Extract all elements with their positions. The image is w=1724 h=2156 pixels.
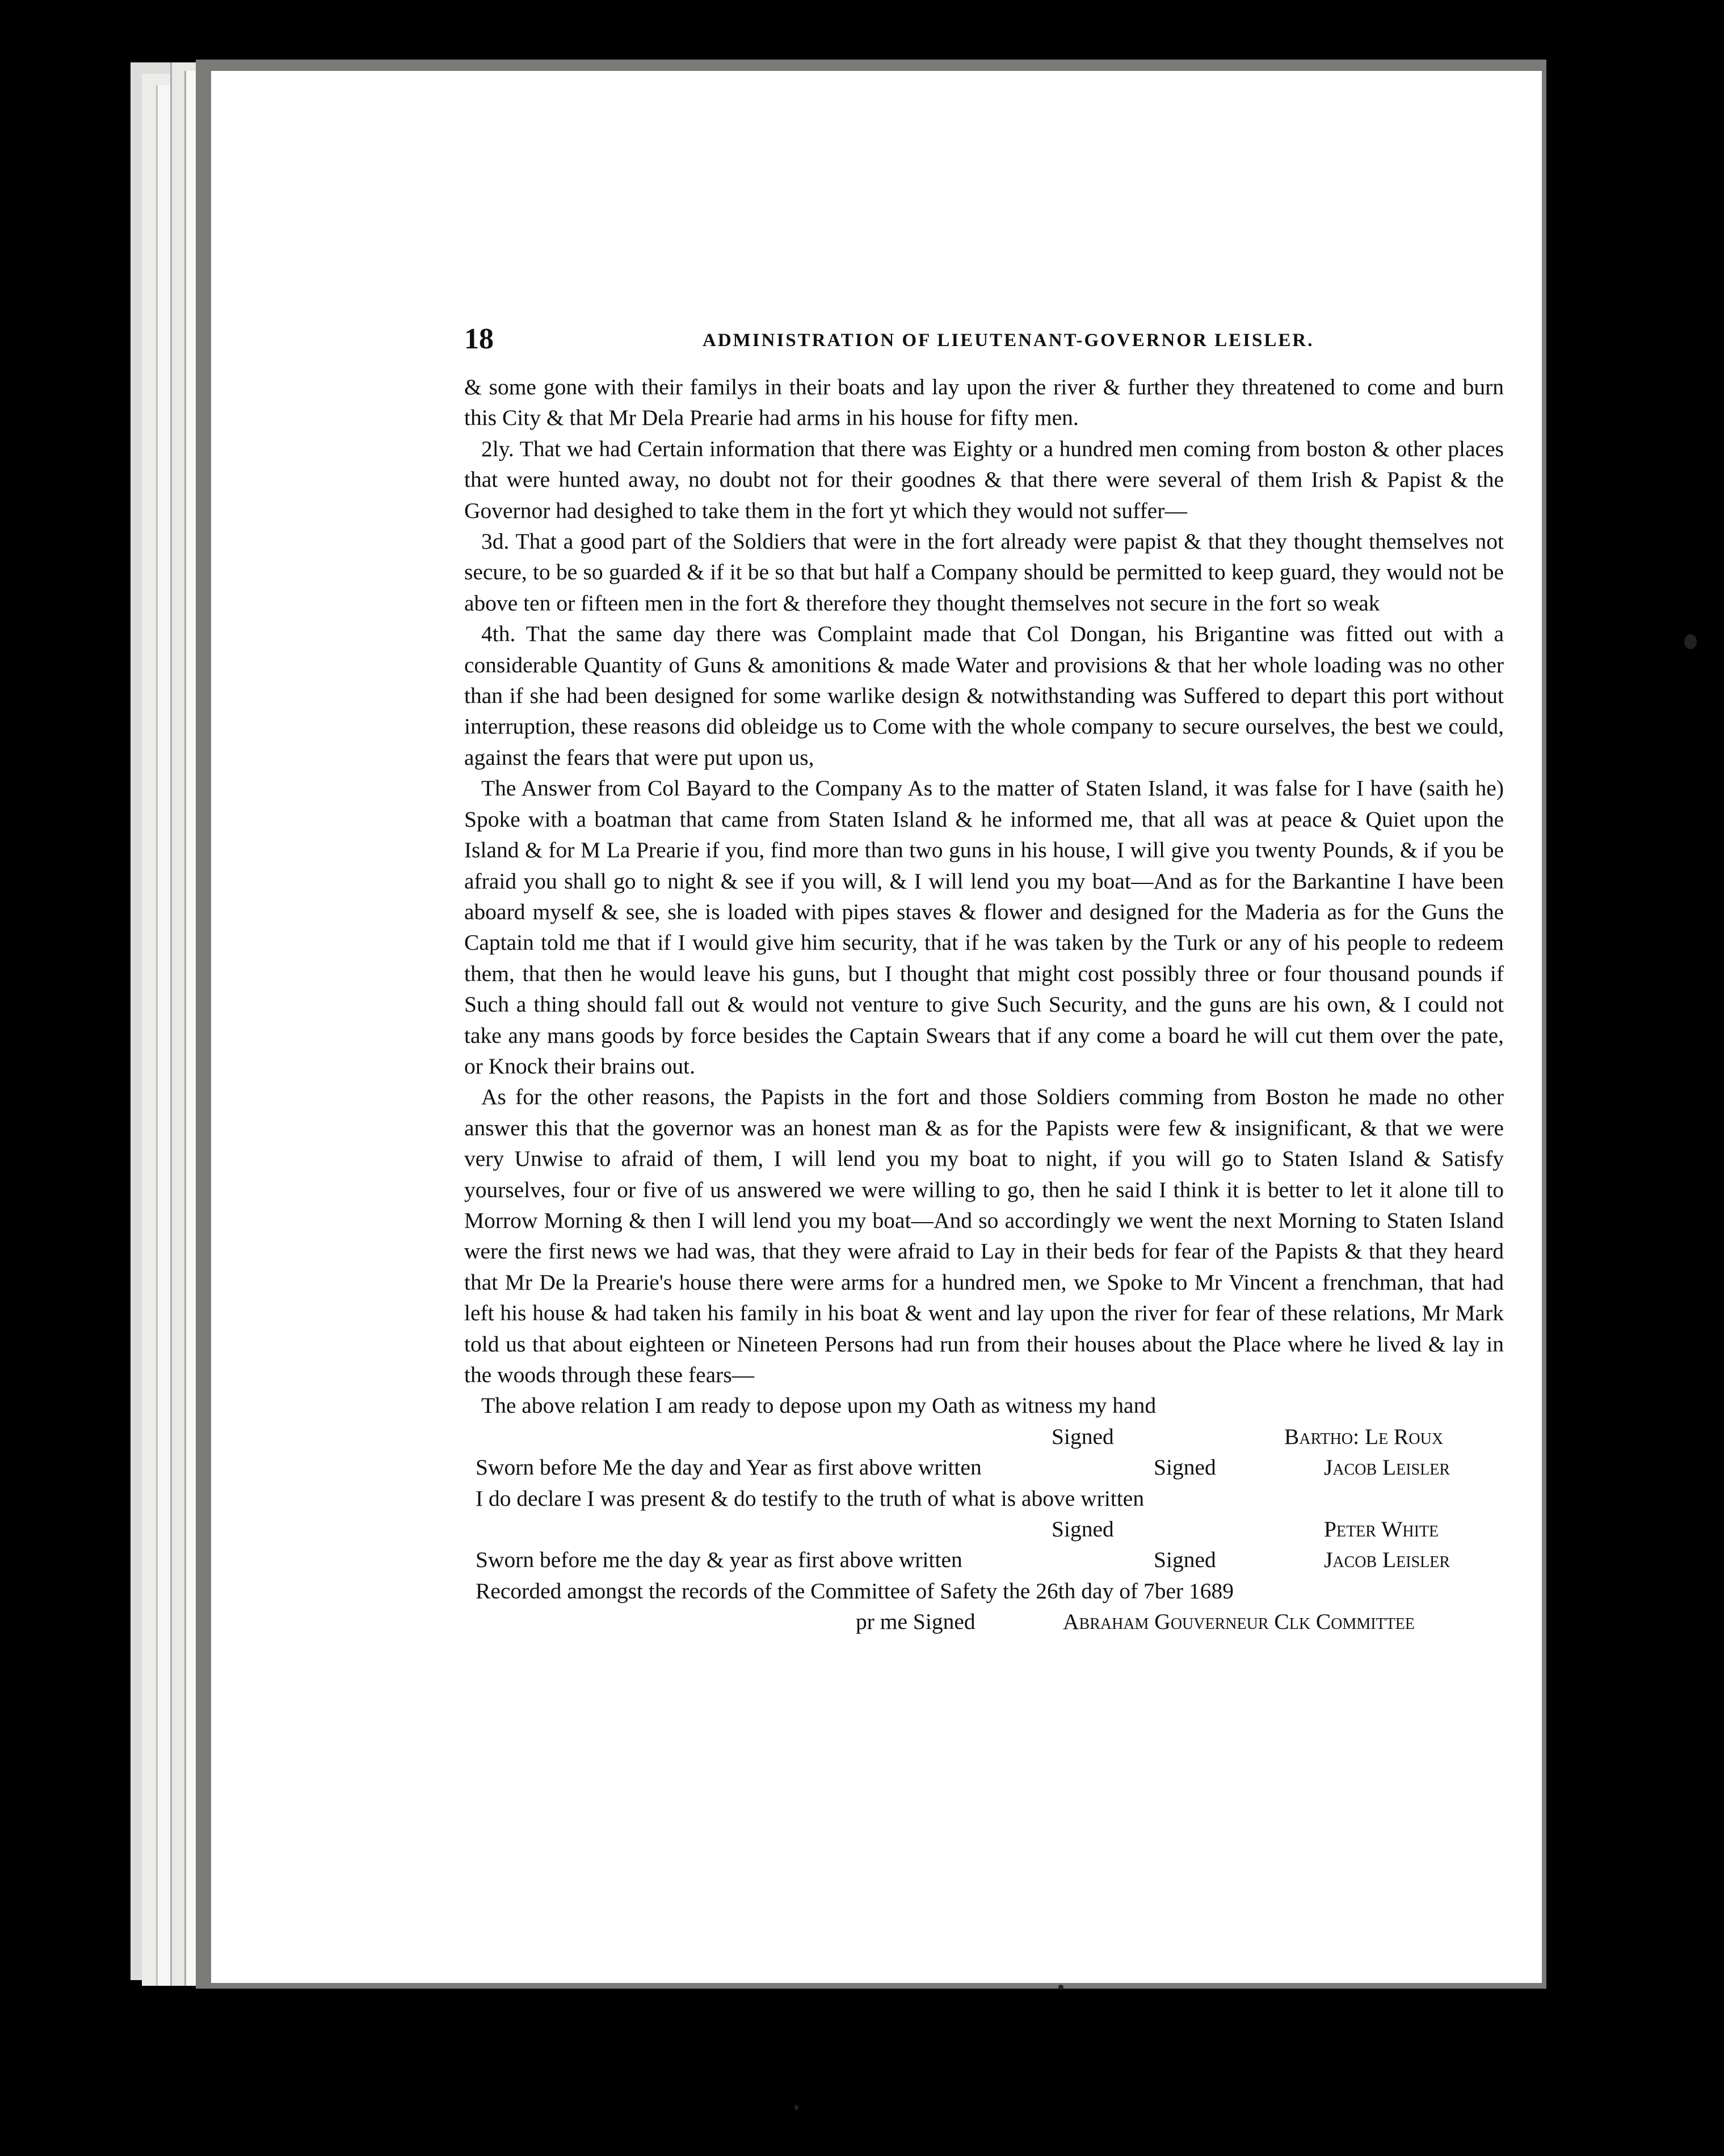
paragraph: & some gone with their familys in their boats and lay upon the river & further they threatened to come and burn this City & that Mr Dela Prearie had arms in his house for fifty men. — [464, 374, 1504, 431]
page-header — [464, 322, 1486, 356]
signature-line — [464, 1544, 1504, 1575]
attestation-text: Sworn before me the day & year as first above written — [476, 1547, 962, 1573]
signatory-name: Bartho: Le Roux — [1284, 1424, 1444, 1449]
page-body — [464, 372, 1504, 1637]
signature-line — [464, 1514, 1504, 1544]
paragraph: The Answer from Col Bayard to the Company As to the matter of Staten Island, it was false for I have (saith he) Spoke with a boatman that came from Staten Island & he informed me, that all was at peace & Quiet upon the Island & for M La Prearie if you, find more than two guns in his house, I will give you twenty Pounds, & if you be afraid you shall go to night & see if you will, & I will lend you my boat—And as for the Barkantine I have been aboard myself & see, she is loaded with pipes staves & flower and designed for the Maderia as for the Guns the Captain told me that if I would give him security, that if he was taken by the Turk or any of his people to redeem them, that then he would leave his guns, but I thought that might cost possibly three or four thousand pounds if Such a thing should fall out & would not venture to give Such Security, and the guns are his own, & I could not take any mans goods by force besides the Captain Swears that if any come a board he will cut them over the pate, or Knock their brains out. — [464, 776, 1504, 1079]
scan-speck — [1684, 634, 1697, 649]
paragraph: As for the other reasons, the Papists in the fort and those Soldiers comming from Boston he made no other answer this that the governor was an honest man & as for the Papists were few & insignificant, & that we were very Unwise to afraid of them, I will lend you my boat to night, if you will go to Staten Island & Satisfy yourselves, four or five of us answered we were willing to go, then he said I think it is better to let it alone till to Morrow Morning & then I will lend you my boat—And so accordingly we went the next Morning to Staten Island were the first news we had was, that they were afraid to Lay in their beds for fear of the Papists & that they heard that Mr De la Prearie's house there were arms for a hundred men, we Spoke to Mr Vincent a frenchman, that had left his house & had taken his family in his boat & went and lay upon the river for fear of these relations, Mr Mark told us that about eighteen or Nineteen Persons had run from their houses about the Place where he lived & lay in the woods through these fears— — [464, 1084, 1504, 1387]
signature-line — [464, 1483, 1504, 1514]
scan-speck — [794, 2105, 798, 2110]
signed-label: Signed — [1052, 1424, 1114, 1449]
signatory-name: Jacob Leisler — [1324, 1455, 1450, 1480]
signature-line — [464, 1421, 1504, 1452]
page-number: 18 — [464, 323, 494, 355]
paragraph: The above relation I am ready to depose upon my Oath as witness my hand — [481, 1393, 1157, 1418]
signed-label: pr me Signed — [856, 1609, 975, 1635]
scan-speck — [1058, 1985, 1063, 1990]
attestation-text: I do declare I was present & do testify to the truth of what is above written — [476, 1485, 1145, 1511]
signature-line — [464, 1452, 1504, 1483]
signed-label: Signed — [1154, 1455, 1216, 1480]
signed-label: Signed — [1154, 1547, 1216, 1573]
signatory-name: Abraham Gouverneur Clk Committee — [1063, 1609, 1415, 1635]
signature-line — [464, 1606, 1504, 1637]
paragraph: 2ly. That we had Certain information that there was Eighty or a hundred men coming from boston & other places that were hunted away, no doubt not for their goodnes & that there were several of them Irish & Papist & the Governor had desighed to take them in the fort yt which they would not suffer— — [464, 436, 1504, 523]
record-text: Recorded amongst the records of the Committee of Safety the 26th day of 7ber 1689 — [476, 1578, 1234, 1603]
signatory-name: Jacob Leisler — [1324, 1547, 1450, 1573]
running-head: ADMINISTRATION OF LIEUTENANT-GOVERNOR LEISLER. — [703, 330, 1314, 351]
attestation-text: Sworn before Me the day and Year as first above written — [476, 1455, 982, 1480]
paragraph: 3d. That a good part of the Soldiers that were in the fort already were papist & that they thought themselves not secure, to be so guarded & if it be so that but half a Company should be permitted to keep guard, they would not be above ten or fifteen men in the fort & therefore they thought themselves not secure in the fort so weak — [464, 529, 1504, 616]
paragraph: 4th. That the same day there was Complaint made that Col Dongan, his Brigantine was fitted out with a considerable Quantity of Guns & amonitions & made Water and provisions & that her whole loading was no other than if she had been designed for some warlike design & notwithstanding was Suffered to depart this port without interruption, these reasons did obleidge us to Come with the whole company to secure ourselves, the best we could, against the fears that were put upon us, — [464, 621, 1504, 770]
signatory-name: Peter White — [1324, 1516, 1439, 1542]
signature-line — [464, 1576, 1504, 1606]
signed-label: Signed — [1052, 1516, 1114, 1542]
